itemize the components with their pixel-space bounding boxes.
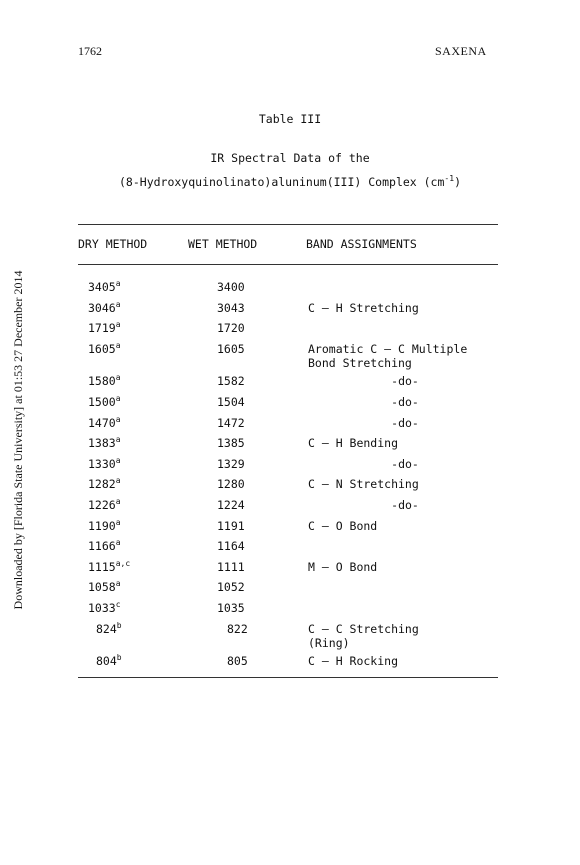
table-bottom-rule (78, 677, 498, 678)
band-assignment-cell: C – H Rocking (308, 654, 399, 669)
table-header-rule (78, 264, 498, 265)
table-row (0, 498, 580, 516)
caption-close: ) (454, 175, 461, 189)
dry-value: 1605 (88, 341, 116, 356)
dry-value: 1282 (88, 477, 116, 492)
wet-method-cell: 1385 (217, 436, 245, 451)
table-row (0, 416, 580, 434)
dry-method-cell (88, 457, 121, 471)
footnote-marker: a (115, 414, 121, 424)
dry-method-cell (88, 477, 121, 491)
table-row (0, 374, 580, 392)
wet-method-cell: 3400 (217, 280, 245, 294)
table-row (0, 654, 580, 672)
table-row (0, 436, 580, 454)
table-header-row (0, 237, 580, 255)
dry-method-cell (88, 342, 121, 356)
dry-method-cell (88, 395, 121, 409)
dry-method-cell (88, 560, 130, 574)
band-assignment-cell: -do- (391, 415, 419, 430)
band-assignment-cell: -do- (391, 395, 419, 409)
dry-value: 1166 (88, 539, 116, 554)
wet-method-cell: 1504 (217, 395, 245, 409)
table-label: Table III (258, 112, 322, 126)
footnote-marker: a (115, 394, 121, 403)
wet-method-cell: 3043 (217, 300, 245, 315)
dry-value: 3405 (88, 280, 116, 294)
dry-method-cell (88, 374, 121, 388)
footnote-marker: a (115, 279, 121, 288)
dry-value: 804 (96, 654, 117, 669)
dry-value: 1115 (88, 559, 116, 574)
band-assignment-cell-continued: (Ring) (308, 635, 350, 650)
wet-method-cell: 1605 (217, 341, 245, 356)
table-row (0, 321, 580, 339)
wet-method-cell: 805 (227, 654, 248, 669)
dry-method-cell (88, 436, 121, 450)
table-top-rule (78, 224, 498, 225)
wet-method-cell: 1472 (217, 415, 245, 430)
caption-text: (8-Hydroxyquinolinato)aluninum(III) Complex (cm (119, 175, 445, 189)
table-row (0, 477, 580, 495)
dry-method-cell (88, 580, 121, 594)
dry-method-cell (88, 601, 121, 615)
band-assignment-cell-continued: Bond Stretching (308, 355, 412, 370)
band-assignment-cell: -do- (391, 456, 419, 471)
footnote-marker: a (115, 320, 121, 330)
table-row (0, 301, 580, 319)
band-assignment-cell: C – N Stretching (308, 477, 419, 492)
dry-method-cell (88, 280, 121, 294)
footnote-marker: b (116, 620, 122, 630)
table-row (0, 539, 580, 557)
band-assignment-cell: C – H Stretching (308, 300, 419, 315)
table-row (0, 519, 580, 537)
dry-method-cell (88, 321, 121, 335)
footnote-marker: a (115, 579, 121, 589)
band-assignment-cell: Aromatic C – C Multiple (308, 341, 468, 356)
dry-method-cell (88, 301, 121, 315)
dry-value: 3046 (88, 300, 116, 315)
footnote-marker: a (115, 497, 121, 506)
table-row (0, 280, 580, 298)
band-assignment-cell: C – H Bending (308, 436, 399, 451)
running-header: SAXENA (435, 44, 487, 58)
band-assignment-cell: M – O Bond (308, 559, 378, 574)
band-assignment-cell: C – O Bond (308, 518, 378, 533)
band-assignment-cell: -do- (391, 374, 419, 389)
dry-value: 824 (96, 621, 117, 636)
dry-method-cell (88, 519, 121, 533)
wet-method-cell: 1035 (217, 601, 245, 615)
table-row (0, 340, 580, 370)
footnote-marker: a (115, 476, 121, 486)
table-row (0, 620, 580, 650)
footnote-marker: c (115, 600, 121, 609)
column-header-assign: BAND ASSIGNMENTS (306, 237, 417, 251)
footnote-marker: a (115, 455, 121, 465)
dry-value: 1470 (88, 415, 116, 430)
footnote-marker: b (116, 653, 122, 663)
footnote-marker: a,c (115, 558, 131, 568)
band-assignment-cell: C – C Stretching (308, 621, 419, 636)
footnote-marker: a (115, 517, 121, 527)
wet-method-cell: 1164 (217, 539, 245, 554)
wet-method-cell: 1224 (217, 498, 245, 512)
table-row (0, 560, 580, 578)
dry-method-cell (88, 416, 121, 430)
table-row (0, 601, 580, 619)
dry-method-cell (88, 498, 121, 512)
wet-method-cell: 1329 (217, 456, 245, 471)
dry-value: 1226 (88, 498, 116, 512)
dry-value: 1330 (88, 456, 116, 471)
dry-value: 1383 (88, 436, 116, 451)
dry-value: 1033 (88, 601, 116, 615)
footnote-marker: a (115, 340, 121, 350)
dry-value: 1058 (88, 580, 116, 595)
column-header-dry: DRY METHOD (78, 237, 148, 251)
dry-value: 1500 (88, 395, 116, 409)
wet-method-cell: 1191 (217, 518, 245, 533)
footnote-marker: a (115, 435, 121, 445)
column-header-wet: WET METHOD (188, 237, 258, 251)
table-row (0, 580, 580, 598)
page-number: 1762 (78, 44, 102, 58)
wet-method-cell: 1582 (217, 374, 245, 389)
caption-superscript: -1 (444, 174, 455, 183)
band-assignment-cell: -do- (391, 498, 419, 512)
footnote-marker: a (115, 373, 121, 383)
wet-method-cell: 1280 (217, 477, 245, 492)
table-caption-line2 (0, 175, 580, 189)
footnote-marker: a (115, 299, 121, 309)
dry-value: 1580 (88, 374, 116, 389)
dry-method-cell (96, 654, 122, 668)
dry-value: 1719 (88, 321, 116, 336)
table-caption-line1: IR Spectral Data of the (210, 151, 370, 165)
dry-method-cell (96, 622, 122, 636)
wet-method-cell: 1052 (217, 580, 245, 595)
dry-value: 1190 (88, 518, 116, 533)
download-watermark: Downloaded by [Florida State University] at 01:53 27 December 2014 (11, 270, 25, 610)
table-row (0, 395, 580, 413)
table-row (0, 457, 580, 475)
wet-method-cell: 1720 (217, 321, 245, 336)
wet-method-cell: 822 (227, 621, 248, 636)
dry-method-cell (88, 539, 121, 553)
wet-method-cell: 1111 (217, 559, 245, 574)
footnote-marker: a (115, 538, 121, 548)
